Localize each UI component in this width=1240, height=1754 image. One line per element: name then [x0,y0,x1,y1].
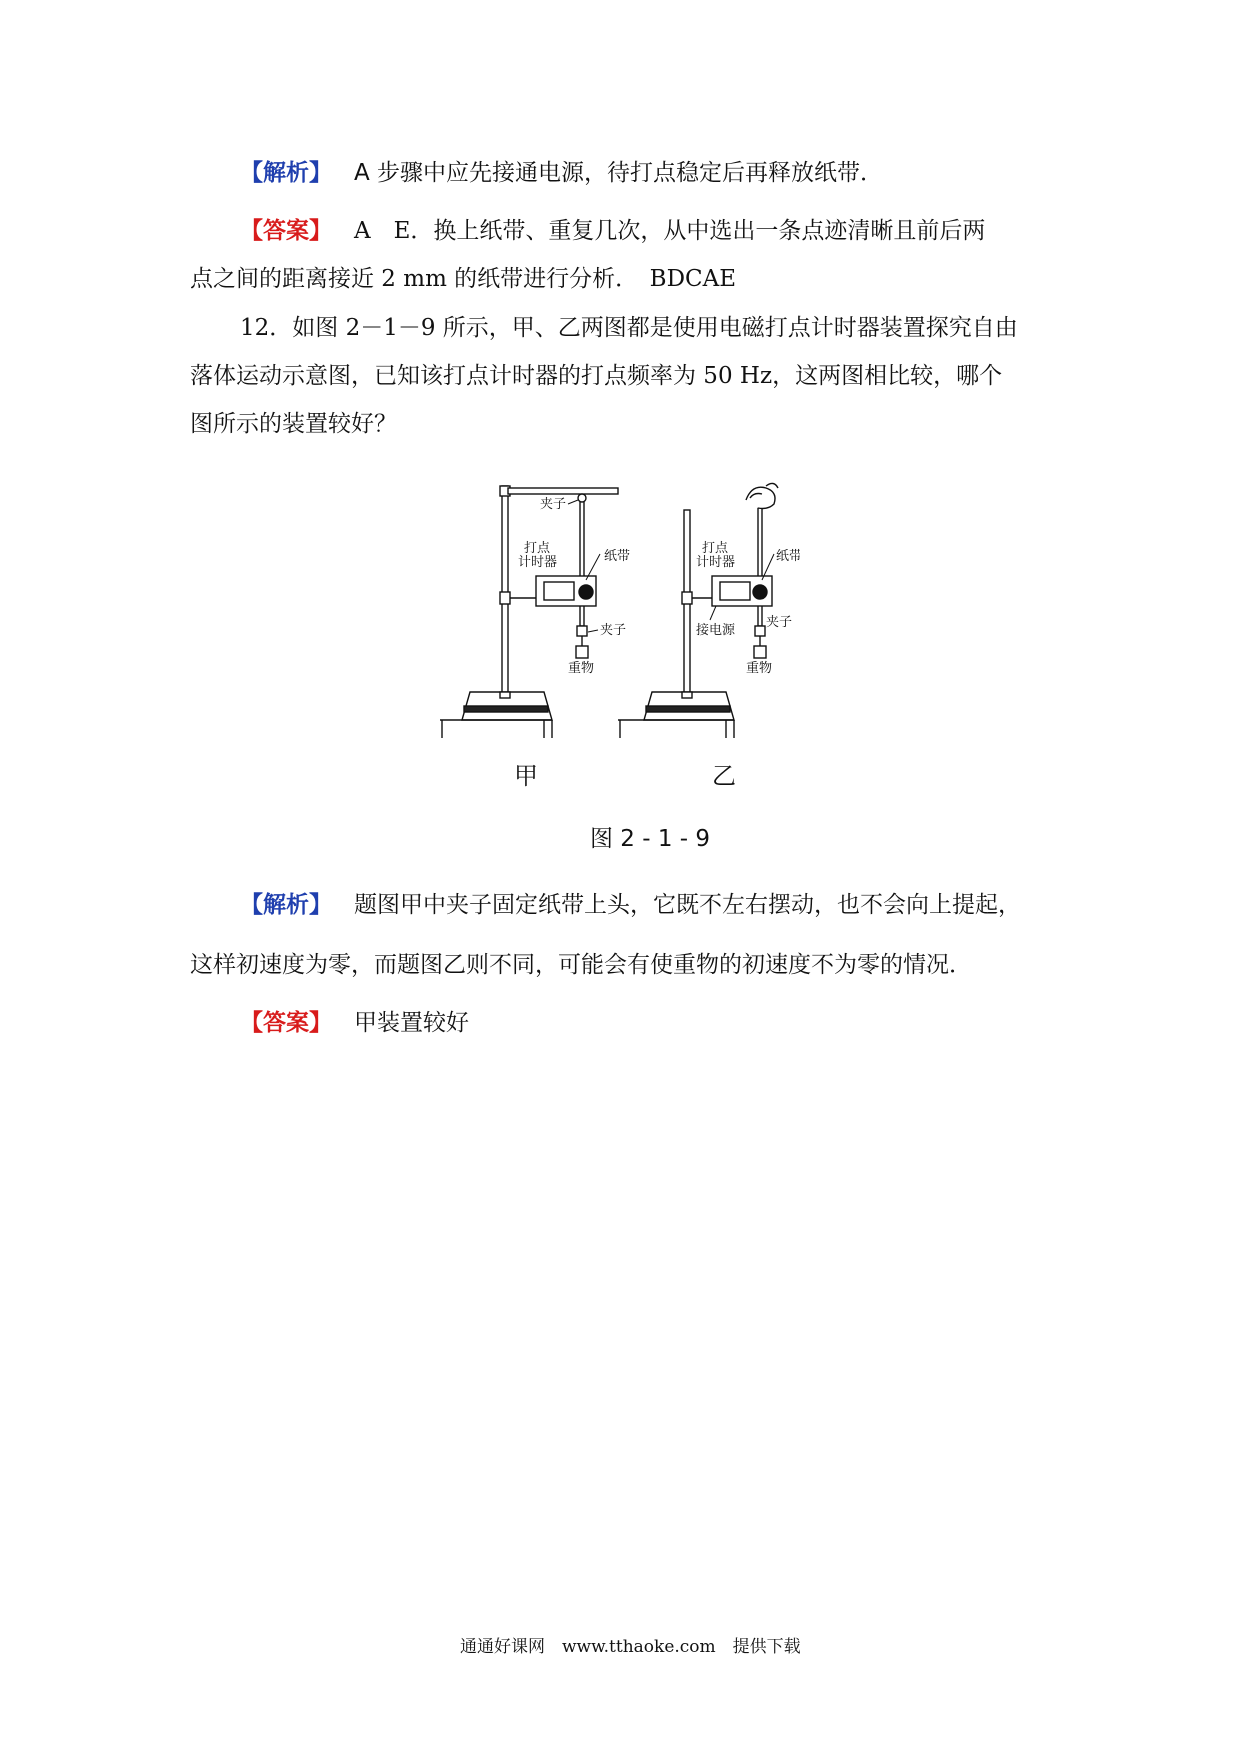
label-tape: 纸带 [604,549,631,564]
label-clamp-top: 夹子 [540,497,567,512]
answer-1-line1 [240,216,985,246]
question-line1: 12．如图 2－1－9 所示，甲、乙两图都是使用电磁打点计时器装置探究自由 [240,315,1018,341]
subfigure-label-left: 甲 [514,762,538,790]
analysis-2-text: 题图甲中夹子固定纸带上头，它既不左右摆动，也不会向上提起， [354,892,1021,918]
label-weight: 重物 [568,661,595,676]
label-clamp-bottom: 夹子 [600,623,627,638]
label-timer-r2: 计时器 [696,555,736,570]
analysis-2-tag: 【解析】 [240,892,332,918]
answer-2 [240,1008,469,1038]
analysis-1 [240,158,883,188]
label-clamp-bottom-right: 夹子 [766,615,793,630]
analysis-tag: 【解析】 [240,160,332,186]
answer-text-1: A E．换上纸带、重复几次，从中选出一条点迹清晰且前后两 [354,218,986,244]
analysis-2-line1 [240,890,1021,920]
analysis-2-line2: 这样初速度为零，而题图乙则不同，可能会有使重物的初速度不为零的情况． [190,952,972,978]
label-weight-right: 重物 [746,661,773,676]
apparatus-diagram [440,470,800,770]
answer-1-line2: 点之间的距离接近 2 mm 的纸带进行分析． BDCAE [190,266,737,292]
apparatus-figure [440,470,800,770]
label-tape-right: 纸带 [776,549,800,564]
answer-2-text: 甲装置较好 [354,1010,469,1036]
label-timer-l2: 计时器 [518,555,558,570]
question-line2: 落体运动示意图，已知该打点计时器的打点频率为 50 Hz，这两图相比较，哪个 [190,363,1003,389]
answer-2-tag: 【答案】 [240,1010,332,1036]
analysis-text: A 步骤中应先接通电源，待打点稳定后再释放纸带． [354,160,884,186]
apparatus-left [440,486,618,738]
subfigure-label-right: 乙 [712,762,736,790]
label-timer-l1: 打点 [524,541,551,556]
label-timer-r1: 打点 [702,541,729,556]
footer-credit: 通通好课网 www.tthaoke.com 提供下载 [460,1637,801,1657]
label-power: 接电源 [696,623,736,638]
figure-caption: 图 2 - 1 - 9 [590,826,711,852]
answer-tag: 【答案】 [240,218,332,244]
question-line3: 图所示的装置较好？ [190,411,397,437]
apparatus-right [618,483,778,738]
